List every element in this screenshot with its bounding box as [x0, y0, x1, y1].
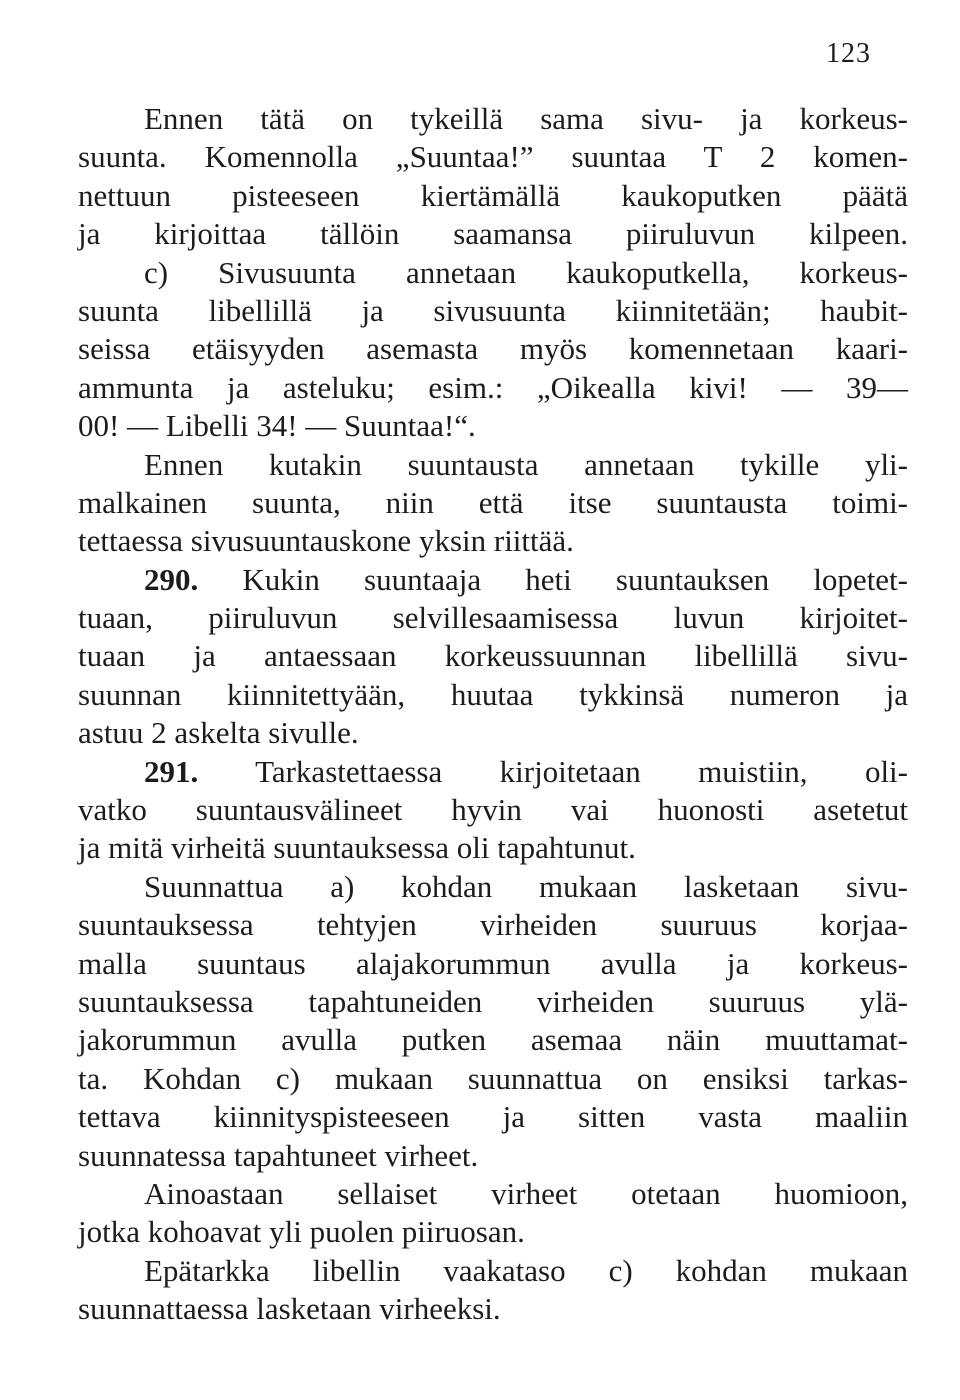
line-text: tettaessa sivusuuntauskone yksin riittää. [78, 523, 574, 559]
line-text: Ennen kutakin suuntausta annetaan tykille yli- [144, 446, 908, 482]
text-line [78, 1290, 908, 1328]
line-text: suunta libellillä ja sivusuunta kiinnitetään; haubit- [78, 292, 908, 328]
text-line [78, 791, 908, 829]
line-text: jakorummun avulla putken asemaa näin muuttamat- [78, 1022, 908, 1058]
line-text: suunta. Komennolla „Suuntaa!” suuntaa T 2 komen- [78, 139, 908, 175]
text-line [78, 1137, 908, 1175]
text-line [78, 714, 908, 752]
text-line [78, 1098, 908, 1136]
page-body [78, 100, 908, 1329]
text-line [78, 868, 908, 906]
line-text: nettuun pisteeseen kiertämällä kaukoputken päätä [78, 177, 908, 213]
text-line [78, 215, 908, 253]
text-line [78, 522, 908, 560]
line-text: c) Sivusuunta annetaan kaukoputkella, korkeus- [144, 254, 908, 290]
line-text: suunnattaessa lasketaan virheeksi. [78, 1291, 501, 1327]
line-text: tettava kiinnityspisteeseen ja sitten vasta maaliin [78, 1099, 908, 1135]
text-line [78, 446, 908, 484]
text-line [78, 254, 908, 292]
line-text: suunnatessa tapahtuneet virheet. [78, 1137, 479, 1173]
text-line [78, 177, 908, 215]
text-line [78, 407, 908, 445]
text-line [78, 1060, 908, 1098]
text-line [78, 369, 908, 407]
page-number: 123 [826, 38, 871, 69]
text-line [78, 330, 908, 368]
line-text: ammunta ja asteluku; esim.: „Oikealla kivi! — 39— [78, 369, 908, 405]
text-line [78, 138, 908, 176]
line-text: tuaan ja antaessaan korkeussuunnan libellillä sivu- [78, 638, 908, 674]
line-text: seissa etäisyyden asemasta myös komennetaan kaari- [78, 331, 908, 367]
text-line [78, 1213, 908, 1251]
line-text: ja kirjoittaa tällöin saamansa piiruluvun kilpeen. [78, 216, 908, 252]
section-number: 290. [144, 561, 199, 597]
text-line [78, 484, 908, 522]
line-text: jotka kohoavat yli puolen piiruosan. [78, 1214, 525, 1250]
section-number: 291. [144, 753, 199, 789]
line-text: ta. Kohdan c) mukaan suunnattua on ensiksi tarkas- [78, 1060, 908, 1096]
line-text: malla suuntaus alajakorummun avulla ja korkeus- [78, 945, 908, 981]
text-line [78, 637, 908, 675]
line-text: Epätarkka libellin vaakataso c) kohdan mukaan [144, 1252, 908, 1288]
line-text: 00! — Libelli 34! — Suuntaa!“. [78, 408, 476, 444]
text-line [78, 983, 908, 1021]
text-line [78, 1175, 908, 1213]
line-text: astuu 2 askelta sivulle. [78, 715, 359, 751]
text-line [78, 753, 908, 791]
line-text: Tarkastettaessa kirjoitetaan muistiin, oli- [255, 753, 908, 789]
line-text: Ainoastaan sellaiset virheet otetaan huomioon, [144, 1175, 908, 1211]
line-text: Kukin suuntaaja heti suuntauksen lopetet- [242, 561, 908, 597]
text-line [78, 676, 908, 714]
line-text: tuaan, piiruluvun selvillesaamisessa luvun kirjoitet- [78, 600, 908, 636]
text-line [78, 561, 908, 599]
text-line [78, 292, 908, 330]
text-line [78, 829, 908, 867]
text-line [78, 100, 908, 138]
text-line [78, 1021, 908, 1059]
line-text: suunnan kiinnitettyään, huutaa tykkinsä numeron ja [78, 676, 908, 712]
line-text: vatko suuntausvälineet hyvin vai huonosti asetetut [78, 792, 908, 828]
line-text: suuntauksessa tehtyjen virheiden suuruus korjaa- [78, 907, 908, 943]
line-text: Suunnattua a) kohdan mukaan lasketaan sivu- [144, 868, 908, 904]
text-line [78, 906, 908, 944]
line-text: suuntauksessa tapahtuneiden virheiden suuruus ylä- [78, 983, 908, 1019]
text-line [78, 945, 908, 983]
line-text: Ennen tätä on tykeillä sama sivu- ja korkeus- [144, 101, 908, 136]
text-line [78, 1252, 908, 1290]
line-text: ja mitä virheitä suuntauksessa oli tapahtunut. [78, 830, 636, 866]
line-text: malkainen suunta, niin että itse suuntausta toimi- [78, 484, 908, 520]
text-line [78, 599, 908, 637]
